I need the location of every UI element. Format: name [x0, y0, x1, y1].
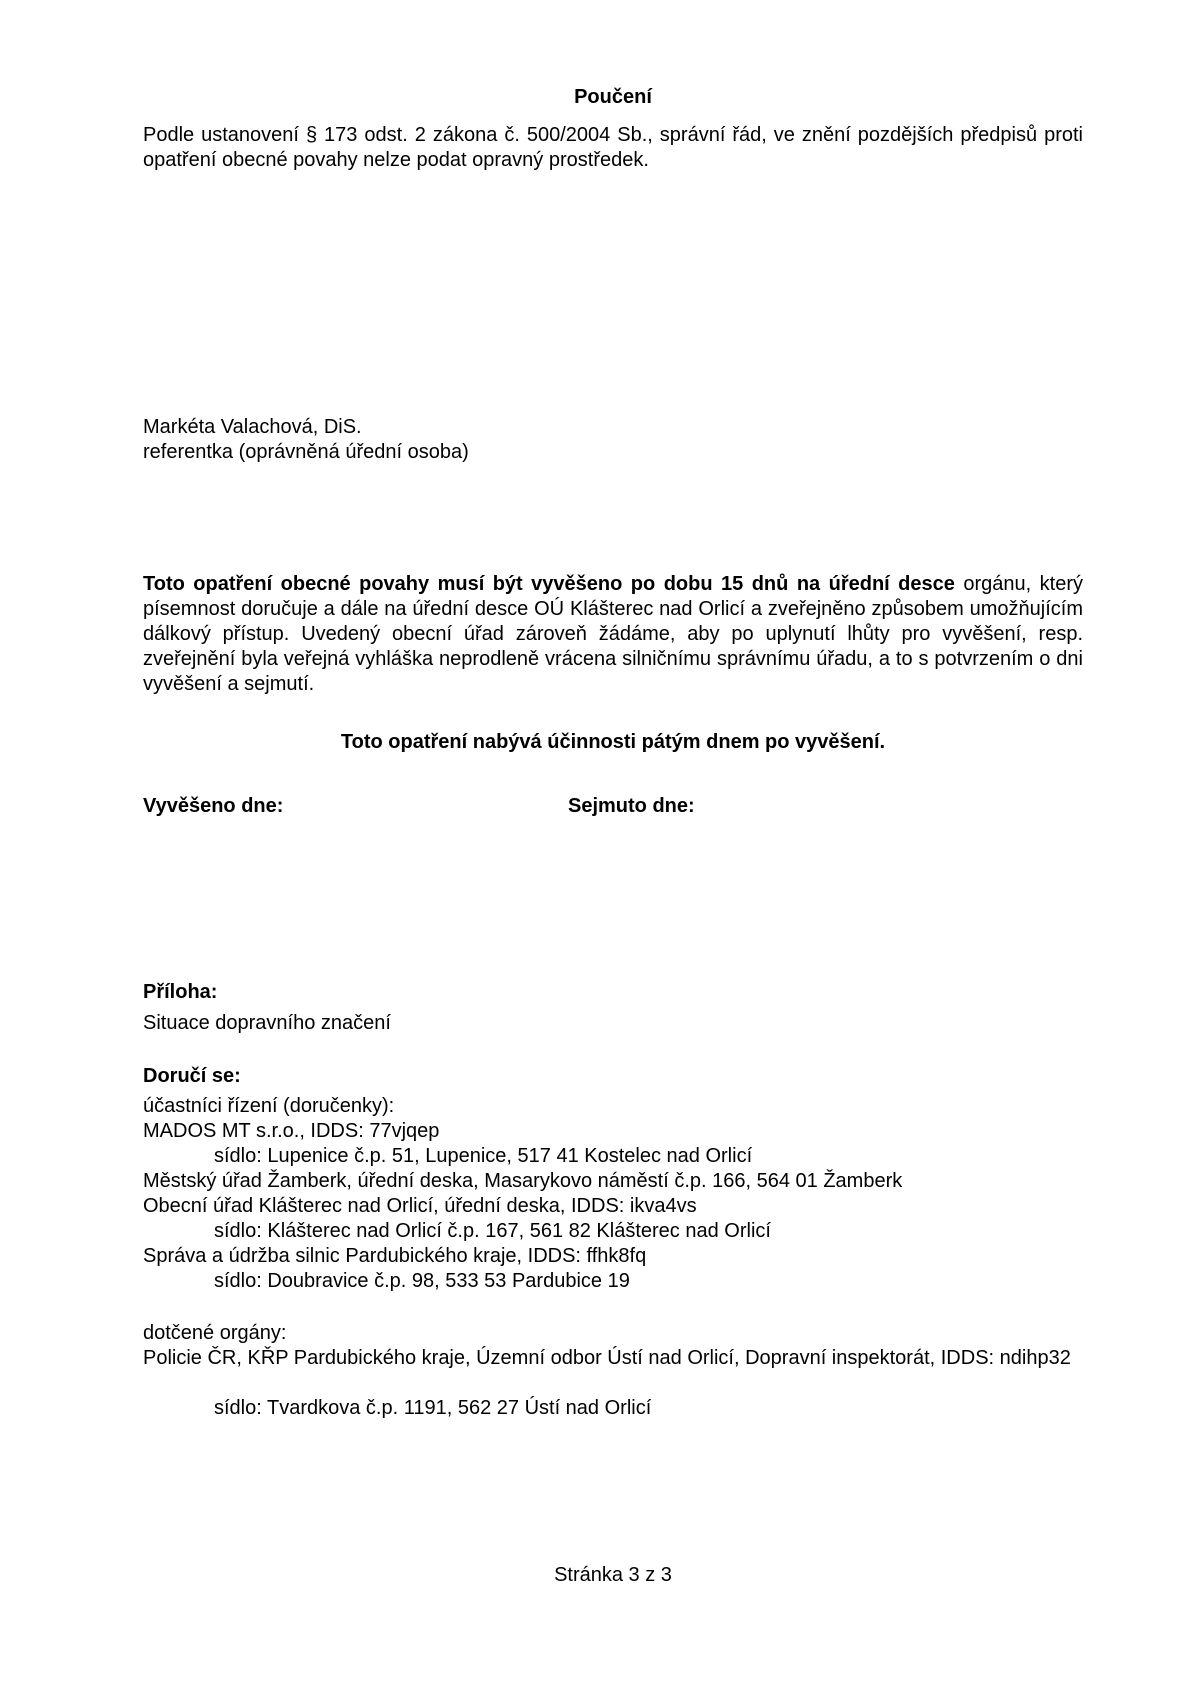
- attachment-item: Situace dopravního značení: [143, 1012, 391, 1034]
- authority-name: Policie ČR, KŘP Pardubického kraje, Územní odbor Ústí nad Orlicí, Dopravní inspektorát, IDDS: ndihp32: [143, 1347, 1071, 1369]
- dates-row: [143, 794, 1083, 819]
- authorities-heading: dotčené orgány:: [143, 1322, 287, 1344]
- effect-statement: Toto opatření nabývá účinnosti pátým dnem po vyvěšení.: [340, 731, 886, 753]
- attachment-heading: Příloha:: [143, 981, 218, 1003]
- participants-heading: účastníci řízení (doručenky):: [143, 1095, 395, 1117]
- instruction-heading: Poučení: [574, 86, 652, 108]
- instruction-text: Podle ustanovení § 173 odst. 2 zákona č. 500/2004 Sb., správní řád, ve znění pozdějších předpisů proti opatření obecné povahy nelze podat opravný prostředek.: [143, 124, 1083, 171]
- posted-date-label: Vyvěšeno dne:: [143, 795, 284, 817]
- participant-address: sídlo: Doubravice č.p. 98, 533 53 Pardubice 19: [214, 1270, 630, 1292]
- delivery-heading: Doručí se:: [143, 1065, 241, 1087]
- participant-address: sídlo: Klášterec nad Orlicí č.p. 167, 561 82 Klášterec nad Orlicí: [214, 1220, 771, 1242]
- posting-notice-bold: Toto opatření obecné povahy musí být vyvěšeno po dobu 15 dnů na úřední desce: [143, 573, 955, 595]
- participant-name: Správa a údržba silnic Pardubického kraje, IDDS: ffhk8fq: [143, 1245, 647, 1267]
- posting-notice-rest: orgánu, který písemnost doručuje a dále na úřední desce OÚ Klášterec nad Orlicí a zveřejněno způsobem umožňujícím dálkový přístup. Uvedený obecní úřad zároveň žádáme, aby po uplynutí lhůty pro vyvěšení, resp. zveřejnění byla veřejná vyhláška neprodleně vrácena silničnímu správnímu úřadu, a to s potvrzením o dni vyvěšení a sejmutí.: [143, 573, 1083, 695]
- signatory-name: Markéta Valachová, DiS.: [143, 416, 362, 438]
- authority-address: sídlo: Tvardkova č.p. 1191, 562 27 Ústí nad Orlicí: [214, 1397, 652, 1419]
- participant-name: Obecní úřad Klášterec nad Orlicí, úřední deska, IDDS: ikva4vs: [143, 1195, 697, 1217]
- removed-date-label: Sejmuto dne:: [568, 795, 695, 817]
- participant-address: sídlo: Lupenice č.p. 51, Lupenice, 517 41 Kostelec nad Orlicí: [214, 1145, 753, 1167]
- participant-name: MADOS MT s.r.o., IDDS: 77vjqep: [143, 1120, 440, 1142]
- page-number: Stránka 3 z 3: [554, 1564, 672, 1586]
- posting-notice: [143, 572, 1083, 697]
- signatory-role: referentka (oprávněná úřední osoba): [143, 441, 469, 463]
- participant-name: Městský úřad Žamberk, úřední deska, Masarykovo náměstí č.p. 166, 564 01 Žamberk: [143, 1170, 903, 1192]
